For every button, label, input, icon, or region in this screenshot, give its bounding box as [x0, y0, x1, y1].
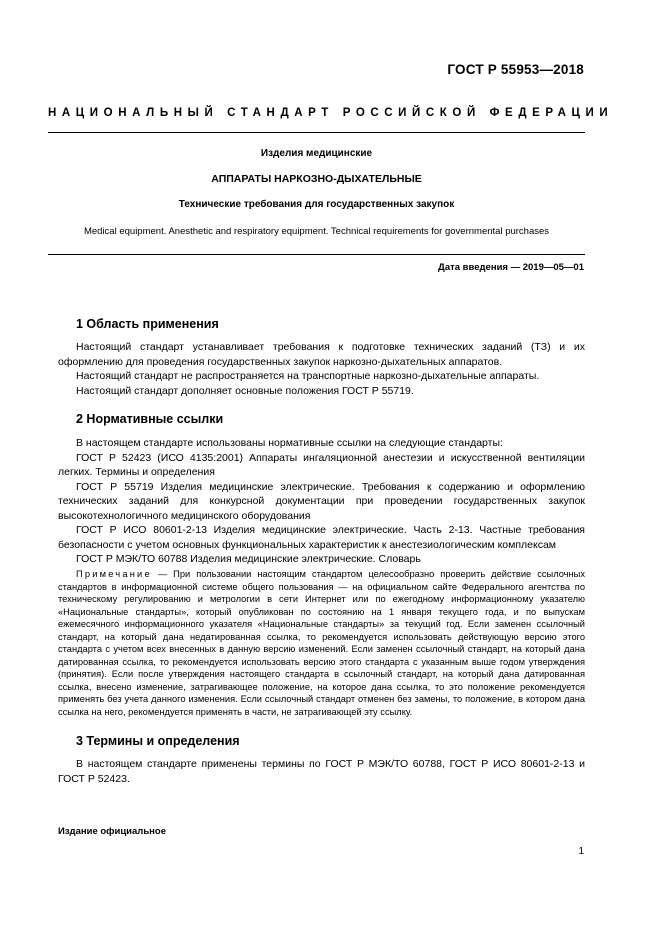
- paragraph: В настоящем стандарте применены термины по ГОСТ Р МЭК/ТО 60788, ГОСТ Р ИСО 80601-2-13 и ГОСТ Р 52423.: [58, 758, 585, 785]
- title-sub: Технические требования для государственных закупок: [178, 199, 455, 210]
- edition-label: Издание официальное: [58, 826, 166, 837]
- section-3-body: [58, 757, 585, 786]
- title-english: Medical equipment. Anesthetic and respiratory equipment. Technical requirements for governmental purchases: [83, 226, 550, 237]
- intro-date: Дата введения — 2019—05—01: [438, 262, 584, 273]
- national-standard-banner: НАЦИОНАЛЬНЫЙ СТАНДАРТ РОССИЙСКОЙ ФЕДЕРАЦИИ: [48, 107, 614, 119]
- note-paragraph: [58, 568, 585, 718]
- section-1-heading: 1 Область применения: [76, 317, 219, 331]
- reference-item: ГОСТ Р 55719 Изделия медицинские электрические. Требования к содержанию и оформлению технических заданий для конкурсной документации при проведении государственных закупок высокотехнологичного медицинского оборудования: [58, 480, 585, 522]
- paragraph: Настоящий стандарт устанавливает требования к подготовке технических заданий (ТЗ) и их оформлению для проведения государственных закупок наркозно-дыхательных аппаратов.: [58, 341, 585, 368]
- top-divider: [48, 132, 585, 133]
- section-2-heading: 2 Нормативные ссылки: [76, 412, 224, 426]
- title-category: Изделия медицинские: [260, 148, 373, 159]
- bottom-divider: [48, 254, 585, 255]
- section-1-body: [58, 340, 585, 398]
- reference-item: ГОСТ Р МЭК/ТО 60788 Изделия медицинские электрические. Словарь: [76, 553, 421, 565]
- note-block: [58, 568, 585, 718]
- note-text: — При пользовании настоящим стандартом целесообразно проверить действие ссылочных стандартов в информационной системе общего пользования — на официальном сайте Федерального агентства по техническому регулированию и метрологии в сети Интернет или по ежегодному информационному указателю «Национальные стандарты», который опубликован по состоянию на 1 января текущего года, и по выпускам ежемесячного информационного указателя «Национальные стандарты» за текущий год. Если заменен ссылочный стандарт, на который дана недатированная ссылка, то рекомендуется использовать действующую версию этого стандарта с учетом всех внесенных в данную версию изменений. Если заменен ссылочный стандарт, на который дана датированная ссылка, то рекомендуется использовать версию этого стандарта с указанным выше годом утверждения (принятия). Если после утверждения настоящего стандарта в ссылочный стандарт, на который дана датированная ссылка, внесено изменение, затрагивающее положение, на которое дана ссылка, то это положение рекомендуется применять без учета данного изменения. Если ссылочный стандарт отменен без замены, то положение, в котором дана ссылка на него, рекомендуется применять в части, не затрагивающей эту ссылку.: [58, 569, 585, 717]
- note-label: Примечание: [76, 569, 152, 579]
- paragraph: Настоящий стандарт дополняет основные положения ГОСТ Р 55719.: [76, 384, 414, 397]
- title-main: АППАРАТЫ НАРКОЗНО-ДЫХАТЕЛЬНЫЕ: [211, 173, 422, 185]
- paragraph: В настоящем стандарте использованы нормативные ссылки на следующие стандарты:: [76, 437, 503, 449]
- paragraph: Настоящий стандарт не распространяется на транспортные наркозно-дыхательные аппараты.: [76, 370, 540, 382]
- doc-code: ГОСТ Р 55953—2018: [447, 62, 584, 77]
- reference-item: ГОСТ Р ИСО 80601-2-13 Изделия медицинские электрические. Часть 2-13. Частные требования безопасности с учетом основных функциональных характеристик к анестезиологическим комплексам: [58, 524, 585, 551]
- page-number: 1: [578, 846, 584, 857]
- section-2-body: [58, 436, 585, 567]
- section-3-heading: 3 Термины и определения: [76, 734, 240, 748]
- reference-item: ГОСТ Р 52423 (ИСО 4135:2001) Аппараты ингаляционной анестезии и искусственной вентиляции легких. Термины и определения: [58, 451, 585, 478]
